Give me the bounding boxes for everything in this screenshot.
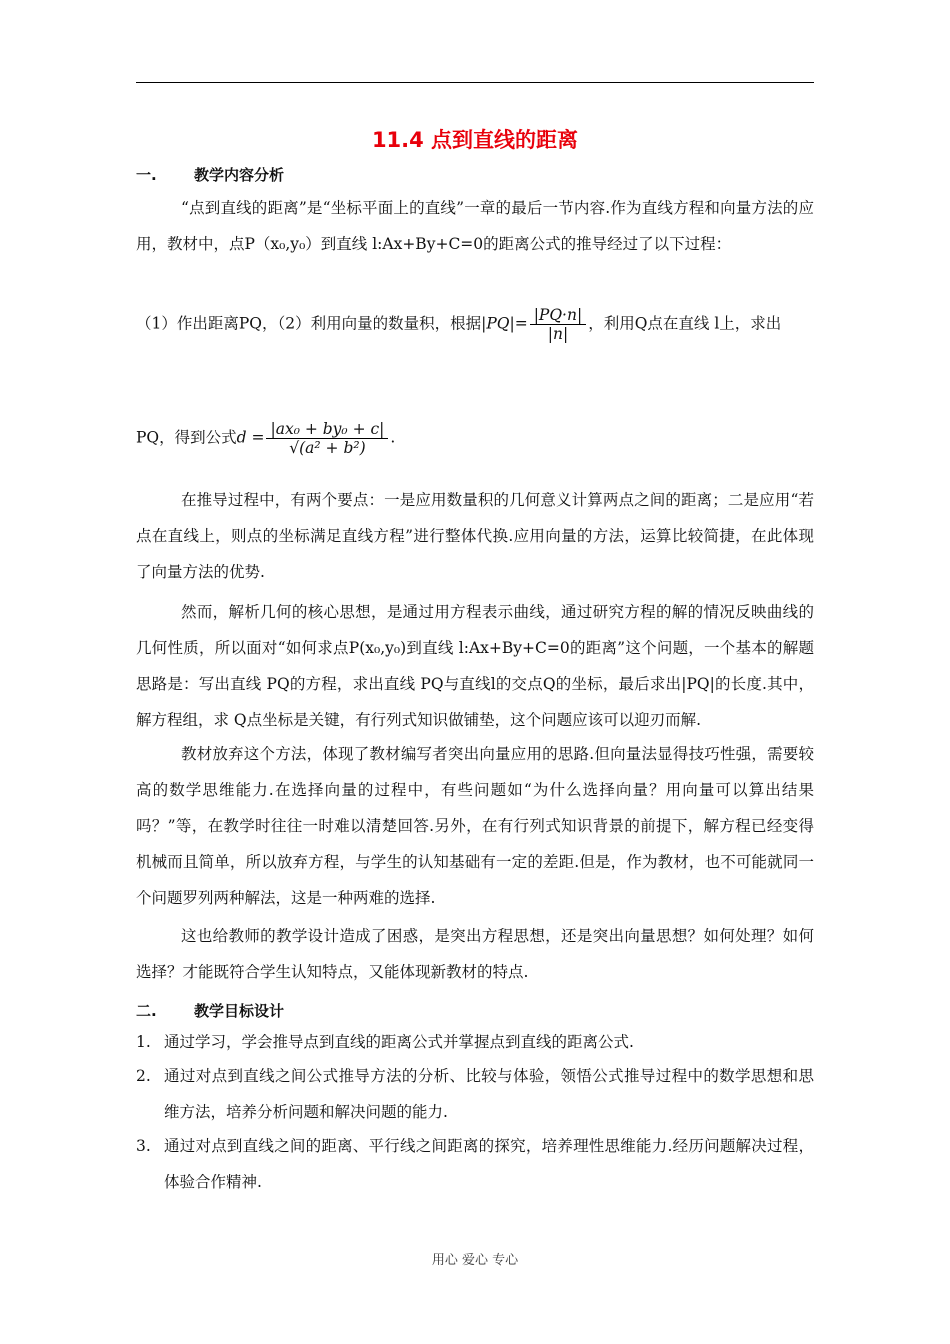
paragraph-dilemma: 这也给教师的教学设计造成了困惑，是突出方程思想，还是突出向量思想？如何处理？如何选择？才能既符合学生认知特点，又能体现新教材的特点.	[136, 927, 814, 981]
goal-text: 通过对点到直线之间公式推导方法的分析、比较与体验，领悟公式推导过程中的数学思想和思维方法，培养分析问题和解决问题的能力.	[164, 1067, 814, 1121]
formula-pq-numerator: |PQ·n|	[530, 306, 587, 325]
section-number: 一.	[136, 166, 157, 184]
goal-text: 通过学习，学会推导点到直线的距离公式并掌握点到直线的距离公式.	[164, 1033, 634, 1051]
section-heading-2	[136, 1000, 284, 1021]
section-number: 二.	[136, 1002, 157, 1020]
derivation-steps	[136, 306, 814, 343]
steps-prefix: （1）作出距离PQ，（2）利用向量的数量积，根据	[136, 314, 482, 333]
steps-suffix: ，利用Q点在直线 l上，求出	[588, 314, 782, 333]
formula-d-end: .	[390, 428, 396, 447]
formula-d-denominator: √(a² + b²)	[289, 439, 366, 457]
goal-number: 3.	[136, 1137, 151, 1155]
section-title: 教学内容分析	[194, 166, 285, 184]
paragraph-intro: “点到直线的距离”是“坐标平面上的直线”一章的最后一节内容.作为直线方程和向量方法的应用，教材中，点P（x₀,y₀）到直线 l:Ax+By+C=0的距离公式的推导经过了以下过程：	[136, 199, 814, 253]
section-title: 教学目标设计	[194, 1002, 285, 1020]
formula-pq-lhs: |PQ|=	[481, 314, 528, 333]
goal-text: 通过对点到直线之间的距离、平行线之间距离的探究，培养理性思维能力.经历问题解决过程，体验合作精神.	[164, 1137, 814, 1191]
page-footer: 用心 爱心 专心	[431, 1253, 519, 1268]
goal-number: 2.	[136, 1067, 151, 1085]
formula-pq-denominator: |n|	[547, 325, 569, 343]
formula-d-lhs: d =	[236, 428, 265, 447]
goal-item-3	[136, 1128, 814, 1200]
goal-item-2	[136, 1058, 814, 1130]
header-rule	[136, 82, 814, 83]
formula-d	[237, 420, 391, 457]
paragraph-analytic-idea: 然而，解析几何的核心思想，是通过用方程表示曲线，通过研究方程的解的情况反映曲线的几何性质，所以面对“如何求点P(x₀,y₀)到直线 l:Ax+By+C=0的距离”这个问题，一个基本的解题思路是：写出直线 PQ的方程，求出直线 PQ与直线l的交点Q的坐标，最后求出|PQ|的长度.其中，解方程组，求 Q点坐标是关键，有行列式知识做铺垫，这个问题应该可以迎刃而解.	[136, 603, 814, 729]
paragraph-key-points: 在推导过程中，有两个要点：一是应用数量积的几何意义计算两点之间的距离；二是应用“若点在直线上，则点的坐标满足直线方程”进行整体代换.应用向量的方法，运算比较简捷，在此体现了向量方法的优势.	[136, 491, 814, 581]
paragraph-vector-method: 教材放弃这个方法，体现了教材编写者突出向量应用的思路.但向量法显得技巧性强，需要较高的数学思维能力.在选择向量的过程中，有些问题如“为什么选择向量？用向量可以算出结果吗？”等，在教学时往往一时难以清楚回答.另外，在有行列式知识背景的前提下，解方程已经变得机械而且简单，所以放弃方程，与学生的认知基础有一定的差距.但是，作为教材，也不可能就同一个问题罗列两种解法，这是一种两难的选择.	[136, 745, 814, 907]
formula-prefix: PQ，得到公式	[136, 428, 237, 447]
formula-d-fraction	[266, 420, 388, 457]
formula-pq-fraction	[530, 306, 587, 343]
section-heading-1	[136, 164, 284, 185]
formula-d-numerator: |ax₀ + by₀ + c|	[266, 420, 388, 439]
goal-item-1	[136, 1024, 814, 1060]
page-title: 11.4 点到直线的距离	[371, 128, 579, 152]
distance-formula-line	[136, 420, 814, 457]
formula-pq	[481, 306, 588, 343]
goal-number: 1.	[136, 1033, 151, 1051]
